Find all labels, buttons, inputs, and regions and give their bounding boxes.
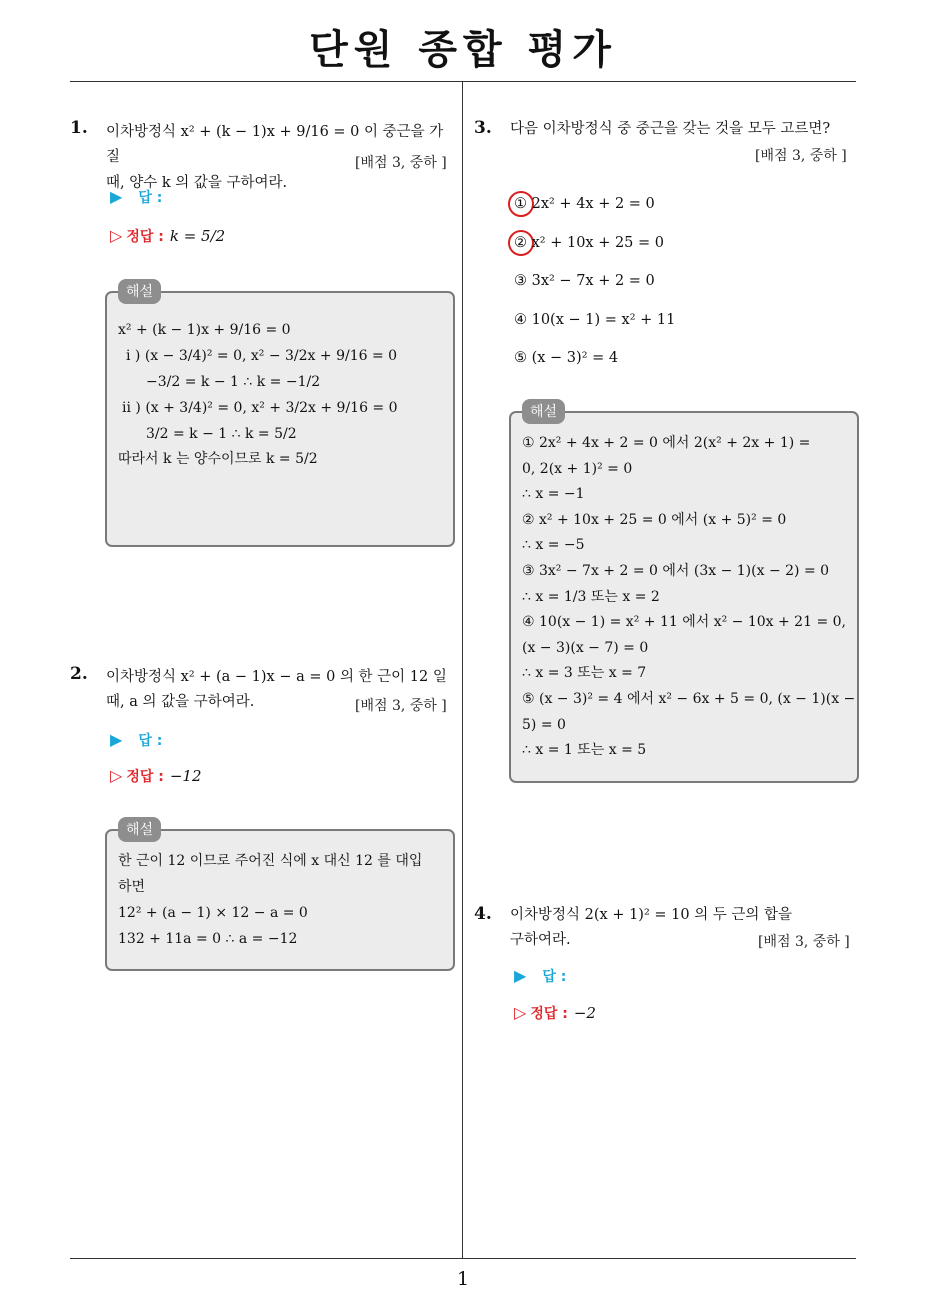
question-2-solution-tag: 해설: [118, 817, 161, 842]
triangle-outline-icon: ▷: [110, 766, 123, 785]
choice-1: ① 2x² + 4x + 2 = 0: [514, 196, 655, 212]
solution-line: 5) = 0: [522, 716, 566, 733]
question-2-correct-value: −12: [169, 767, 202, 785]
choice-4: ④ 10(x − 1) = x² + 11: [514, 312, 676, 328]
question-1-correct-value: k = 5/2: [169, 227, 226, 245]
solution-line: 0, 2(x + 1)² = 0: [522, 460, 633, 477]
correct-label: 정답 :: [126, 769, 164, 785]
triangle-outline-icon: ▷: [514, 1003, 527, 1022]
question-2-line-2: 때, a 의 값을 구하여라.: [106, 694, 255, 711]
solution-line: 하면: [118, 878, 146, 895]
question-1-answer: [110, 187, 162, 207]
question-4-correct-value: −2: [573, 1004, 596, 1022]
question-2-number: 2.: [70, 664, 88, 684]
solution-line: ④ 10(x − 1) = x² + 11 에서 x² − 10x + 21 = 0,: [522, 614, 846, 631]
question-2-points: [배점 3, 중하 ]: [355, 698, 447, 714]
answer-label: 답 :: [138, 733, 163, 749]
question-1-line-1: 이차방정식 x² + (k − 1)x + 9/16 = 0 이 중근을 가질: [106, 124, 444, 166]
question-3-solution-tag: 해설: [522, 399, 565, 424]
question-1-number: 1.: [70, 118, 88, 138]
solution-line: ∴ x = 3 또는 x = 7: [522, 665, 647, 682]
question-3-points: [배점 3, 중하 ]: [755, 148, 847, 164]
solution-line: ∴ x = 1/3 또는 x = 2: [522, 588, 660, 605]
solution-line: i ) (x − 3/4)² = 0, x² − 3/2x + 9/16 = 0: [126, 347, 398, 364]
bottom-divider: [70, 1258, 856, 1259]
solution-line: ② x² + 10x + 25 = 0 에서 (x + 5)² = 0: [522, 511, 787, 528]
page-title: 단원 종합 평가: [309, 27, 617, 73]
solution-line: 3/2 = k − 1 ∴ k = 5/2: [146, 425, 297, 442]
question-4-points: [배점 3, 중하 ]: [758, 934, 850, 950]
question-4-line-1: 이차방정식 2(x + 1)² = 10 의 두 근의 합을: [510, 907, 793, 923]
question-4-answer: [514, 966, 566, 986]
column-divider: [462, 82, 463, 1258]
solution-line: ⑤ (x − 3)² = 4 에서 x² − 6x + 5 = 0, (x − 1)(x −: [522, 691, 856, 708]
question-1-correct: [110, 226, 225, 246]
solution-line: 한 근이 12 이므로 주어진 식에 x 대신 12 를 대입: [118, 853, 423, 869]
play-icon: ▶: [514, 966, 527, 985]
question-4-number: 4.: [474, 904, 492, 924]
choice-2: ② x² + 10x + 25 = 0: [514, 235, 665, 251]
solution-line: ③ 3x² − 7x + 2 = 0 에서 (3x − 1)(x − 2) = 0: [522, 563, 830, 580]
answer-label: 답 :: [542, 969, 567, 985]
question-2-line-1: 이차방정식 x² + (a − 1)x − a = 0 의 한 근이 12 일: [106, 669, 447, 685]
solution-line: 따라서 k 는 양수이므로 k = 5/2: [118, 451, 318, 468]
solution-line: (x − 3)(x − 7) = 0: [522, 639, 649, 656]
question-1-line-2: 때, 양수 k 의 값을 구하여라.: [106, 174, 288, 191]
solution-line: ∴ x = −5: [522, 537, 585, 554]
solution-line: ∴ x = 1 또는 x = 5: [522, 742, 647, 759]
top-divider: [70, 81, 856, 82]
question-4-line-2: 구하여라.: [510, 932, 571, 949]
choice-3: ③ 3x² − 7x + 2 = 0: [514, 273, 655, 289]
question-3-number: 3.: [474, 118, 492, 138]
question-4-correct: [514, 1003, 596, 1023]
answer-label: 답 :: [138, 190, 163, 206]
solution-line: ∴ x = −1: [522, 486, 585, 503]
question-3-line-1: 다음 이차방정식 중 중근을 갖는 것을 모두 고르면?: [510, 121, 831, 137]
correct-label: 정답 :: [126, 229, 164, 245]
play-icon: ▶: [110, 187, 123, 206]
correct-label: 정답 :: [530, 1006, 568, 1022]
question-1-solution-tag: 해설: [118, 279, 161, 304]
solution-line: 12² + (a − 1) × 12 − a = 0: [118, 904, 308, 921]
question-3-solution: [522, 431, 855, 764]
question-2-solution: [118, 849, 422, 953]
solution-line: 132 + 11a = 0 ∴ a = −12: [118, 930, 298, 947]
solution-line: x² + (k − 1)x + 9/16 = 0: [118, 322, 291, 338]
triangle-outline-icon: ▷: [110, 226, 123, 245]
solution-line: ii ) (x + 3/4)² = 0, x² + 3/2x + 9/16 = 0: [122, 399, 398, 416]
question-1-solution: [118, 318, 398, 473]
solution-line: ① 2x² + 4x + 2 = 0 에서 2(x² + 2x + 1) =: [522, 435, 811, 451]
question-3-text: [510, 117, 860, 142]
question-2-answer: [110, 730, 162, 750]
solution-line: −3/2 = k − 1 ∴ k = −1/2: [146, 373, 321, 390]
question-2-correct: [110, 766, 202, 786]
play-icon: ▶: [110, 730, 123, 749]
page-number: 1: [456, 1268, 470, 1290]
question-1-points: [배점 3, 중하 ]: [355, 155, 447, 171]
choice-5: ⑤ (x − 3)² = 4: [514, 350, 619, 366]
